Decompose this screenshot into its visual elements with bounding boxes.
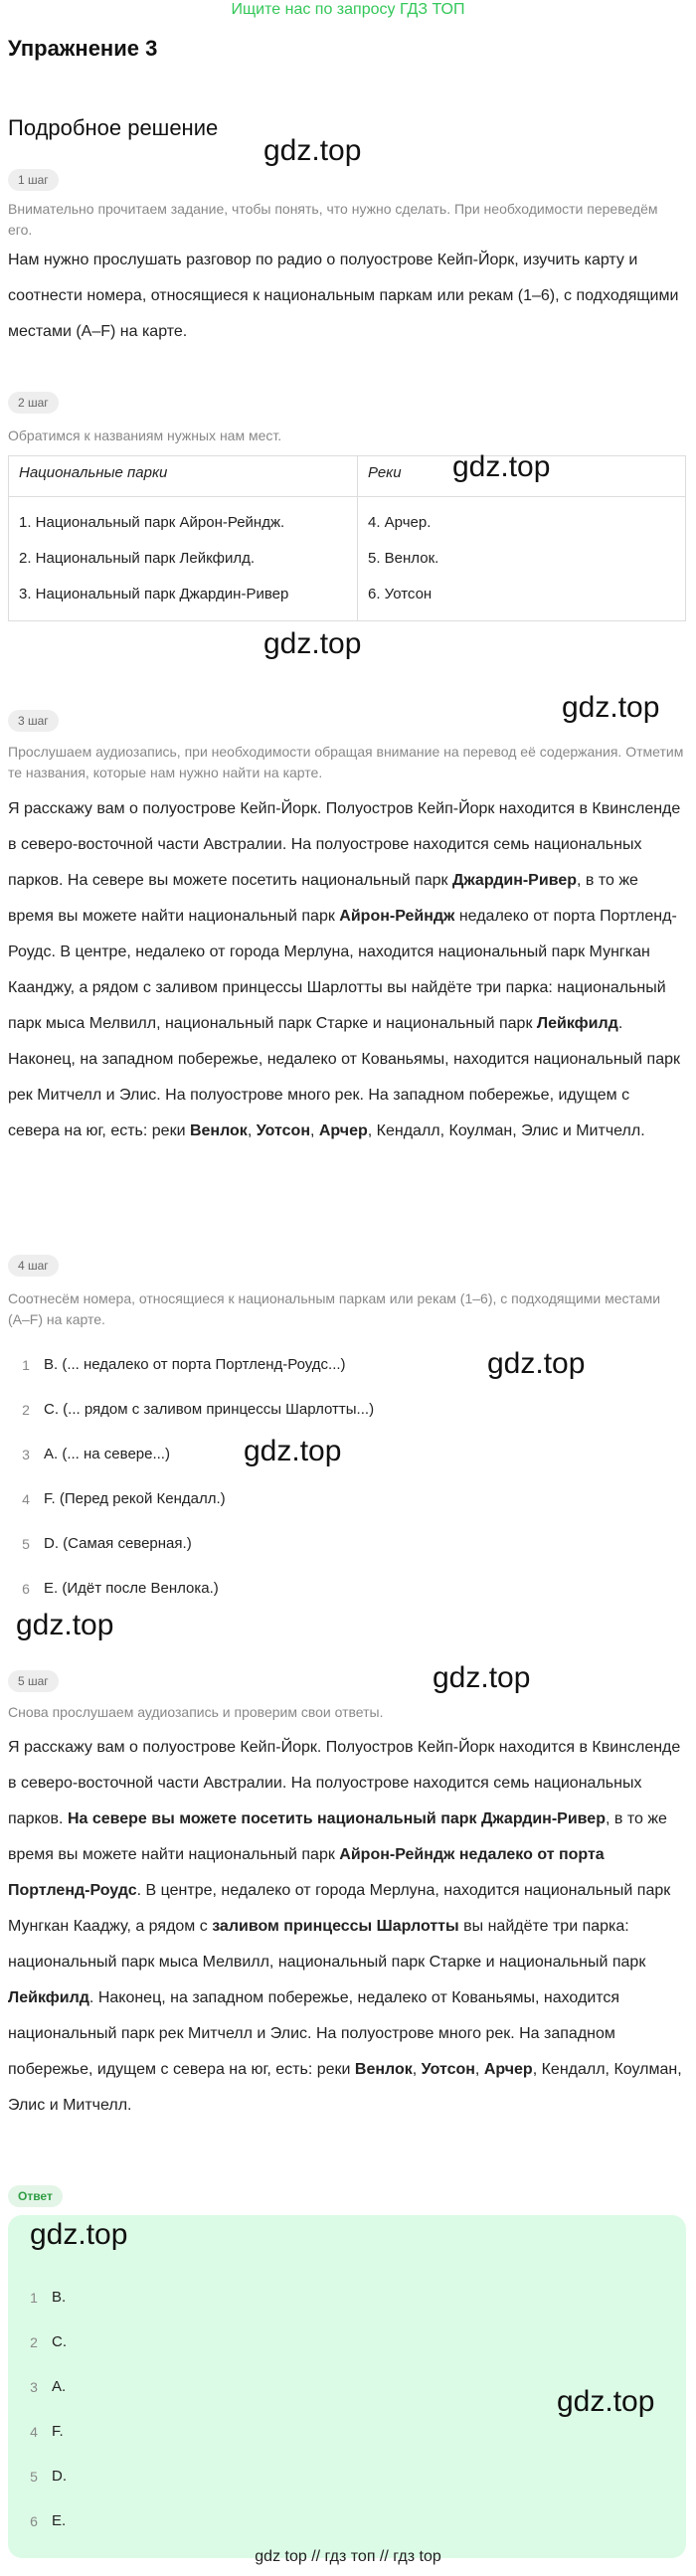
list-number: 3 [22, 1446, 30, 1462]
watermark: gdz.top [562, 691, 660, 724]
river-item: 6. Уотсон [368, 586, 433, 602]
rivers-cell [358, 497, 686, 621]
step4-list [8, 1342, 684, 1611]
answer-badge [8, 2185, 63, 2207]
answer-text: B. [52, 2289, 67, 2306]
answer-text: C. [52, 2333, 67, 2350]
step1-label: 1 шаг [8, 169, 59, 191]
table-header-rivers: Реки [358, 456, 686, 497]
list-number: 4 [22, 1490, 30, 1507]
answer-number: 1 [30, 2289, 38, 2306]
page-title: Упражнение 3 [8, 36, 158, 61]
step1-hint: Внимательно прочитаем задание, чтобы понять, что нужно сделать. При необходимости переведём его. [8, 201, 658, 238]
table-row [9, 497, 686, 621]
watermark: gdz.top [263, 134, 362, 167]
list-item [8, 1476, 684, 1521]
step3-label: 3 шаг [8, 710, 59, 732]
answer-label: Ответ [8, 2185, 63, 2207]
footer-links[interactable]: gdz top // гдз топ // гдз top [255, 2548, 441, 2565]
answer-item [16, 2275, 672, 2319]
park-item: 1. Национальный парк Айрон-Рейндж. [19, 514, 285, 531]
list-text: E. (Идёт после Венлока.) [44, 1580, 219, 1597]
list-text: F. (Перед рекой Кендалл.) [44, 1490, 226, 1507]
list-item [8, 1521, 684, 1566]
list-text: C. (... рядом с заливом принцессы Шарлотты...) [44, 1401, 375, 1418]
watermark: gdz.top [487, 1347, 586, 1380]
table-header-parks: Национальные парки [9, 456, 358, 497]
answer-item [16, 2454, 672, 2498]
list-text: D. (Самая северная.) [44, 1535, 192, 1552]
list-number: 2 [22, 1401, 30, 1418]
step4-label: 4 шаг [8, 1255, 59, 1277]
step3-hint: Прослушаем аудиозапись, при необходимости обращая внимание на перевод её содержания. Отметим те названия, которые нам нужно найти на карте. [8, 744, 684, 780]
answer-number: 6 [30, 2512, 38, 2529]
search-hint-link[interactable]: Ищите нас по запросу ГДЗ ТОП [231, 1, 465, 18]
list-number: 1 [22, 1356, 30, 1373]
list-text: A. (... на севере...) [44, 1446, 170, 1462]
parks-cell [9, 497, 358, 621]
watermark: gdz.top [263, 627, 362, 660]
list-text: B. (... недалеко от порта Портленд-Роудс...) [44, 1356, 346, 1373]
answer-text: F. [52, 2423, 64, 2440]
watermark: gdz.top [452, 450, 551, 483]
step4-hint: Соотнесём номера, относящиеся к национальным паркам или рекам (1–6), с подходящими местами (A–F) на карте. [8, 1290, 661, 1327]
solution-heading: Подробное решение [8, 115, 219, 140]
answer-text: A. [52, 2378, 67, 2395]
watermark: gdz.top [433, 1661, 531, 1694]
answer-number: 4 [30, 2423, 38, 2440]
list-item [8, 1566, 684, 1611]
step5-badge [8, 1670, 59, 1692]
list-item [8, 1387, 684, 1432]
answer-item [16, 2319, 672, 2364]
answer-number: 5 [30, 2468, 38, 2485]
list-number: 6 [22, 1580, 30, 1597]
step2-hint: Обратимся к названиям нужных нам мест. [8, 428, 282, 443]
park-item: 2. Национальный парк Лейкфилд. [19, 550, 256, 567]
answer-text: E. [52, 2512, 67, 2529]
step5-hint: Снова прослушаем аудиозапись и проверим свои ответы. [8, 1704, 384, 1720]
watermark: gdz.top [244, 1435, 342, 1467]
list-number: 5 [22, 1535, 30, 1552]
places-table [8, 455, 686, 621]
watermark: gdz.top [557, 2385, 655, 2418]
answer-text: D. [52, 2468, 67, 2485]
answer-number: 3 [30, 2378, 38, 2395]
list-item [8, 1432, 684, 1476]
watermark: gdz.top [30, 2218, 128, 2251]
answer-item [16, 2498, 672, 2543]
park-item: 3. Национальный парк Джардин-Ривер [19, 586, 289, 602]
step3-badge [8, 710, 59, 732]
answer-number: 2 [30, 2333, 38, 2350]
step4-badge [8, 1255, 59, 1277]
step5-label: 5 шаг [8, 1670, 59, 1692]
watermark: gdz.top [16, 1609, 114, 1641]
river-item: 5. Венлок. [368, 550, 439, 567]
table-header-row [9, 456, 686, 497]
step2-badge [8, 392, 59, 414]
step1-text: Нам нужно прослушать разговор по радио о полуострове Кейп-Йорк, изучить карту и соотнести номера, относящиеся к национальным паркам или рекам (1–6), с подходящими местами (A–F) на карте. [8, 252, 679, 340]
step3-text: Я расскажу вам о полуострове Кейп-Йорк. Полуостров Кейп-Йорк находится в Квинсленде в северо-восточной части Австралии. На полуострове находится семь национальных парков. На севере вы можете посетить национальный парк Джардин-Ривер, в то же время вы можете найти национальный парк Айрон-Рейндж недалеко от порта Портленд-Роудс. В центре, недалеко от города Мерлуна, находится национальный парк Мунгкан Каанджу, а рядом с заливом принцессы Шарлотты вы найдёте три парка: национальный парк мыса Мелвилл, национальный парк Старке и национальный парк Лейкфилд. Наконец, на западном побережье, недалеко от Кованьямы, находится национальный парк рек Митчелл и Элис. На полуострове много рек. На западном побережье, идущем с севера на юг, есть: реки Венлок, Уотсон, Арчер, Кендалл, Коулман, Элис и Митчелл. [8, 800, 681, 1139]
places-table-wrap [8, 455, 686, 621]
step2-label: 2 шаг [8, 392, 59, 414]
step5-text: Я расскажу вам о полуострове Кейп-Йорк. Полуостров Кейп-Йорк находится в Квинсленде в северо-восточной части Австралии. На полуострове находится семь национальных парков. На севере вы можете посетить национальный парк Джардин-Ривер, в то же время вы можете найти национальный парк Айрон-Рейндж недалеко от порта Портленд-Роудс. В центре, недалеко от города Мерлуна, находится национальный парк Мунгкан Кааджу, а рядом с заливом принцессы Шарлотты вы найдёте три парка: национальный парк мыса Мелвилл, национальный парк Старке и национальный парк Лейкфилд. Наконец, на западном побережье, недалеко от Кованьямы, находится национальный парк рек Митчелл и Элис. На полуострове много рек. На западном побережье, идущем с севера на юг, есть: реки Венлок, Уотсон, Арчер, Кендалл, Коулман, Элис и Митчелл. [8, 1739, 682, 2114]
step1-badge [8, 169, 59, 191]
river-item: 4. Арчер. [368, 514, 432, 531]
